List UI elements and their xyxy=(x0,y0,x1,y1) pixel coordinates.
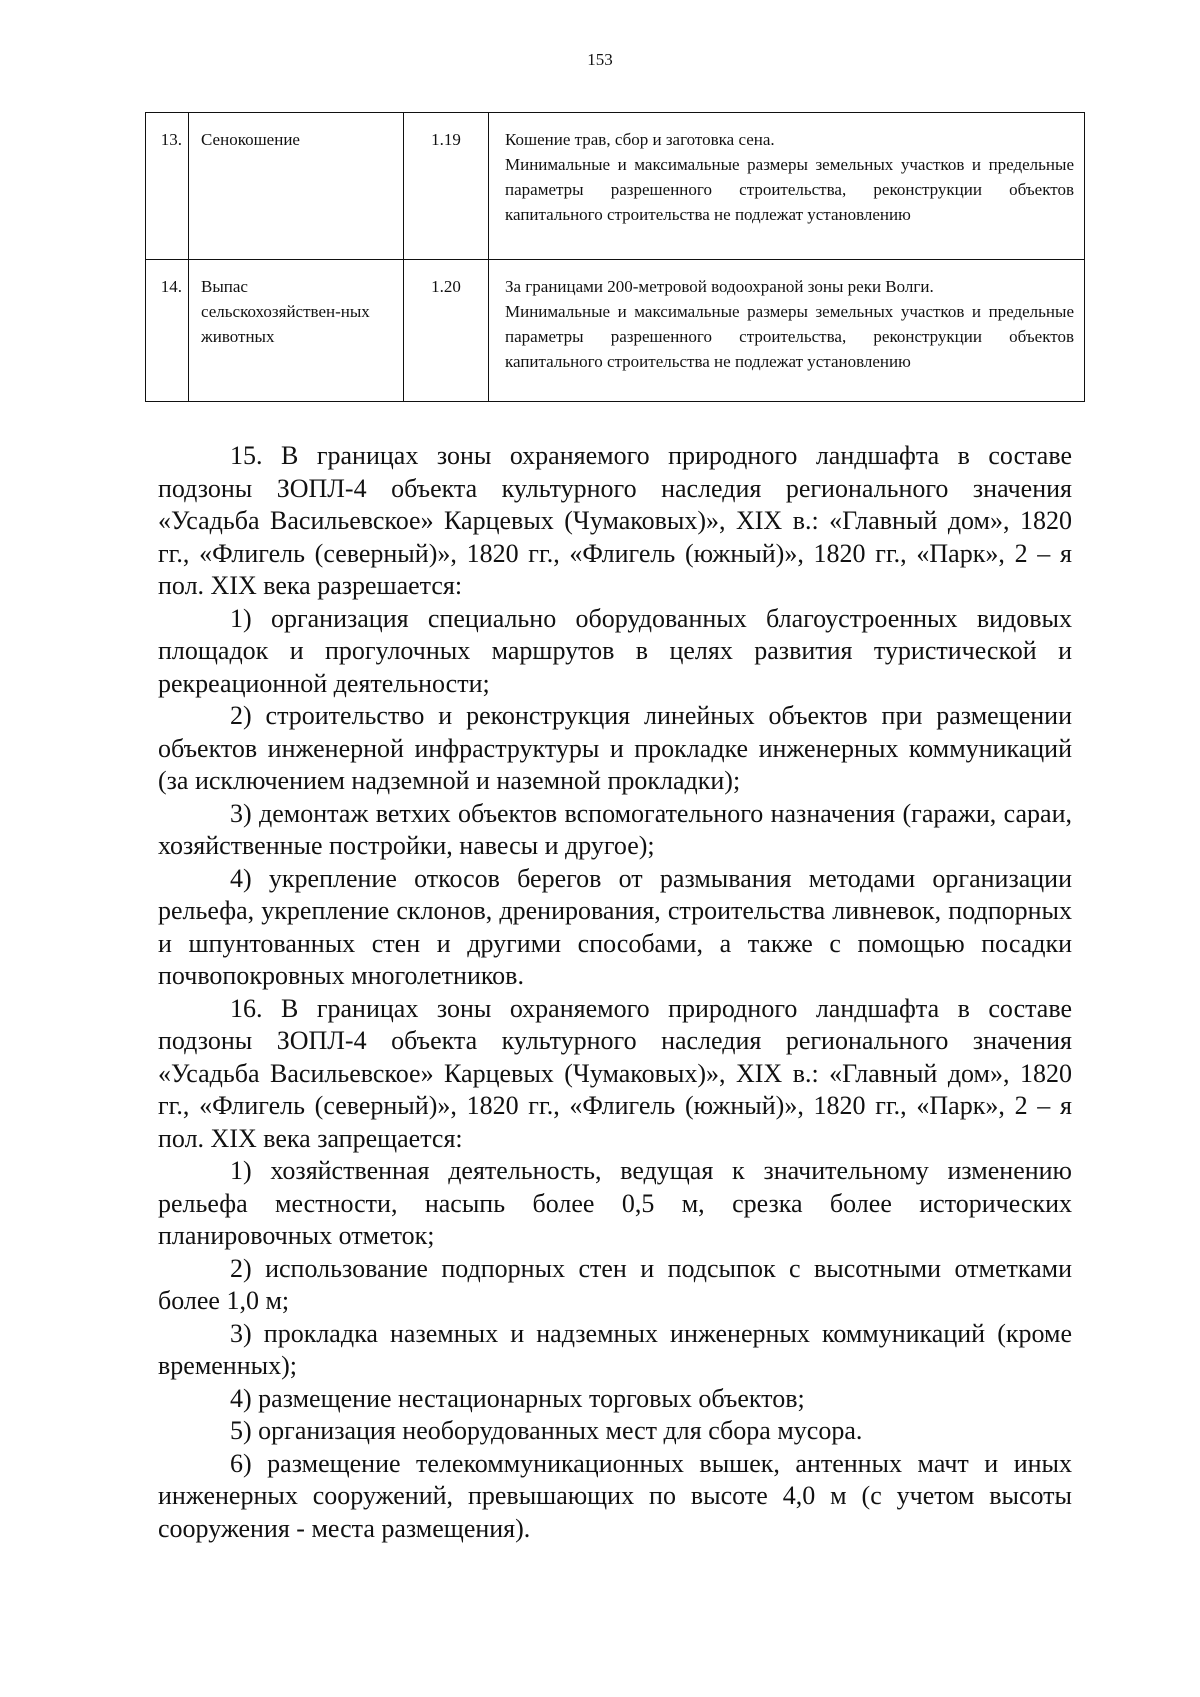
section-16-item: 4) размещение нестационарных торговых объектов; xyxy=(230,1383,805,1413)
section-16-item: 3) прокладка наземных и надземных инженерных коммуникаций (кроме временных); xyxy=(158,1318,1072,1380)
section-16-item: 1) хозяйственная деятельность, ведущая к значительному изменению рельефа местности, насыпь более 0,5 м, срезка более исторических планировочных отметок; xyxy=(158,1156,1072,1250)
section-15-item: 1) организация специально оборудованных благоустроенных видовых площадок и прогулочных маршрутов в целях развития туристической и рекреационной деятельности; xyxy=(158,603,1072,698)
section-16-item: 5) организация необорудованных мест для сбора мусора. xyxy=(230,1416,863,1445)
description-params: Минимальные и максимальные размеры земельных участков и предельные параметры разрешенного строительства, реконструкции объектов капитального строительства не подлежат установлению xyxy=(505,155,1074,224)
section-16-intro: 16. В границах зоны охраняемого природного ландшафта в составе подзоны ЗОПЛ-4 объекта культурного наследия регионального значения «Усадьба Васильевское» Карцевых (Чумаковых)», XIX в.: «Главный дом», 1820 гг., «Флигель (северный)», 1820 гг., «Флигель (южный)», 1820 гг., «Парк», 2 – я пол. XIX века запрещается: xyxy=(158,993,1072,1153)
table-row xyxy=(146,260,1085,402)
land-use-description xyxy=(489,113,1085,260)
row-number: 13. xyxy=(146,113,189,260)
land-use-name: Сенокошение xyxy=(189,113,404,260)
section-16-item: 6) размещение телекоммуникационных вышек, антенных мачт и иных инженерных сооружений, превышающих по высоте 4,0 м (с учетом высоты сооружения - места размещения). xyxy=(158,1448,1072,1543)
section-15-intro: 15. В границах зоны охраняемого природного ландшафта в составе подзоны ЗОПЛ-4 объекта культурного наследия регионального значения «Усадьба Васильевское» Карцевых (Чумаковых)», XIX в.: «Главный дом», 1820 гг., «Флигель (северный)», 1820 гг., «Флигель (южный)», 1820 гг., «Парк», 2 – я пол. XIX века разрешается: xyxy=(158,441,1072,600)
page-number: 153 xyxy=(587,50,613,69)
land-use-name: Выпас сельскохозяйствен-ных животных xyxy=(189,260,404,402)
description-params: Минимальные и максимальные размеры земельных участков и предельные параметры разрешенного строительства, реконструкции объектов капитального строительства не подлежат установлению xyxy=(505,302,1074,371)
table-row xyxy=(146,113,1085,260)
section-16-item: 2) использование подпорных стен и подсыпок с высотными отметками более 1,0 м; xyxy=(158,1253,1072,1315)
land-use-table xyxy=(145,112,1085,402)
row-number: 14. xyxy=(146,260,189,402)
section-15-item: 2) строительство и реконструкция линейных объектов при размещении объектов инженерной инфраструктуры и прокладке инженерных коммуникаций (за исключением надземной и наземной прокладки); xyxy=(158,701,1072,795)
land-use-description xyxy=(489,260,1085,402)
land-use-code: 1.20 xyxy=(404,260,489,402)
section-15-item: 3) демонтаж ветхих объектов вспомогательного назначения (гаражи, сараи, хозяйственные постройки, навесы и другое); xyxy=(158,798,1072,860)
document-body xyxy=(158,440,1072,1545)
description-lead: Кошение трав, сбор и заготовка сена. xyxy=(505,130,775,149)
description-lead: За границами 200-метровой водоохраной зоны реки Волги. xyxy=(505,277,934,296)
section-15-item: 4) укрепление откосов берегов от размывания методами организации рельефа, укрепление склонов, дренирования, строительства ливневок, подпорных и шпунтованных стен и другими способами, а также с помощью посадки почвопокровных многолетников. xyxy=(158,863,1072,990)
land-use-code: 1.19 xyxy=(404,113,489,260)
